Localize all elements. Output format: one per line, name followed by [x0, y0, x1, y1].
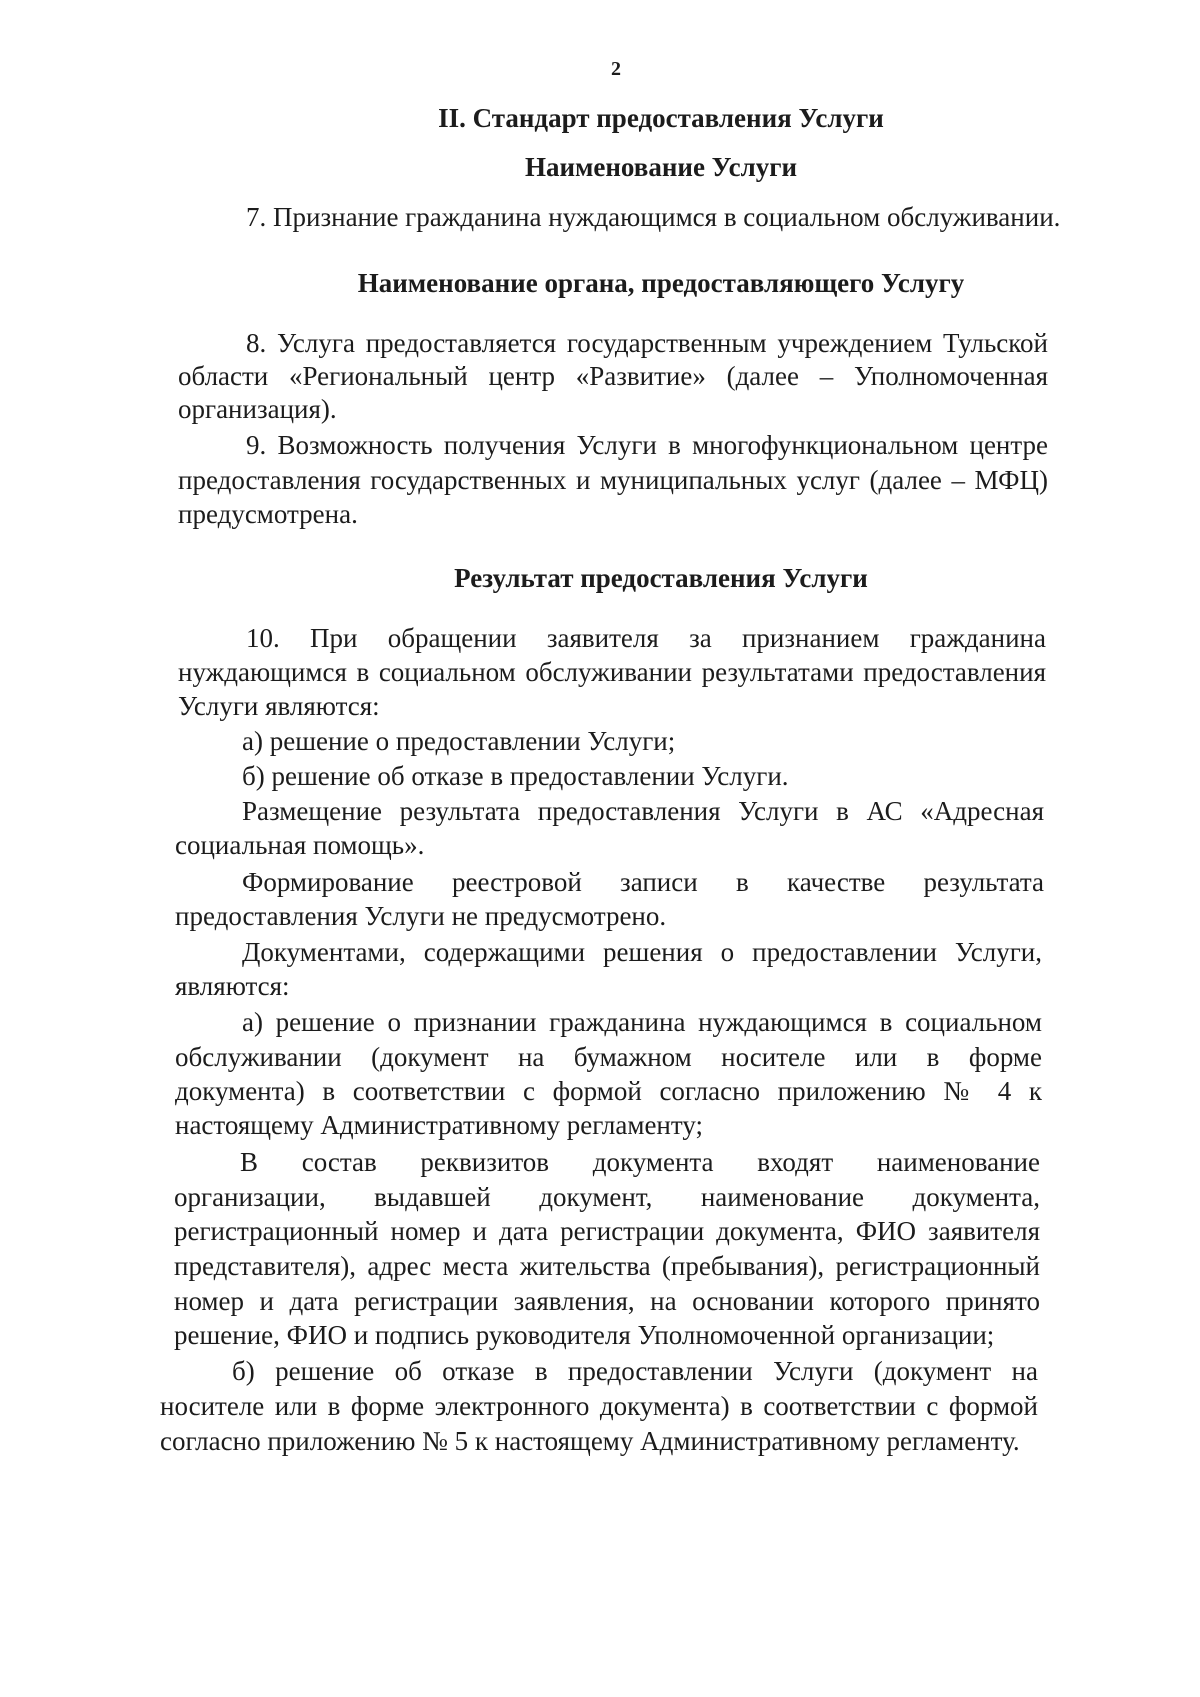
requisites-line-4: представителя), адрес места жительства (пребывания), регистрационный: [174, 1251, 1040, 1281]
requisites-line-2: организации, выдавшей документ, наименование документа,: [174, 1182, 1040, 1212]
heading-service-name: Наименование Услуги: [524, 152, 798, 182]
section-title: II. Стандарт предоставления Услуги: [438, 103, 884, 133]
item-10-line-1: 10. При обращении заявителя за признанием гражданина: [246, 623, 1046, 653]
page-number: 2: [611, 58, 621, 80]
item-9-line-1: 9. Возможность получения Услуги в многофункциональном центре: [246, 430, 1048, 460]
doc-a-line-4: настоящему Административному регламенту;: [175, 1110, 703, 1140]
item-7: 7. Признание гражданина нуждающимся в социальном обслуживании.: [246, 202, 1061, 232]
item-10-line-2: нуждающимся в социальном обслуживании результатами предоставления: [178, 657, 1046, 687]
heading-result: Результат предоставления Услуги: [454, 563, 868, 593]
item-8-line-3: организация).: [178, 394, 337, 424]
item-10-a: а) решение о предоставлении Услуги;: [242, 726, 676, 756]
item-10-b: б) решение об отказе в предоставлении Услуги.: [242, 761, 789, 791]
placement-line-1: Размещение результата предоставления Услуги в АС «Адресная: [242, 796, 1044, 826]
item-8-line-1: 8. Услуга предоставляется государственным учреждением Тульской: [246, 328, 1048, 358]
registry-line-2: предоставления Услуги не предусмотрено.: [175, 901, 667, 931]
requisites-line-5: номер и дата регистрации заявления, на основании которого принято: [174, 1286, 1040, 1316]
item-10-line-3: Услуги являются:: [178, 691, 380, 721]
doc-b-line-1: б) решение об отказе в предоставлении Услуги (документ на: [232, 1356, 1038, 1386]
doc-b-line-3: согласно приложению № 5 к настоящему Административному регламенту.: [160, 1426, 1020, 1456]
doc-a-line-2: обслуживании (документ на бумажном носителе или в форме: [175, 1042, 1042, 1072]
placement-line-2: социальная помощь».: [175, 830, 425, 860]
doc-a-line-3: документа) в соответствии с формой согласно приложению № 4 к: [175, 1076, 1042, 1106]
heading-authority: Наименование органа, предоставляющего Услугу: [357, 268, 965, 298]
doc-a-line-1: а) решение о признании гражданина нуждающимся в социальном: [242, 1007, 1042, 1037]
item-8-line-2: области «Региональный центр «Развитие» (далее – Уполномоченная: [178, 361, 1048, 391]
documents-line-2: являются:: [175, 971, 290, 1001]
requisites-line-1: В состав реквизитов документа входят наименование: [240, 1147, 1040, 1177]
doc-b-line-2: носителе или в форме электронного документа) в соответствии с формой: [160, 1391, 1038, 1421]
documents-line-1: Документами, содержащими решения о предоставлении Услуги,: [242, 937, 1042, 967]
item-9-line-2: предоставления государственных и муниципальных услуг (далее – МФЦ): [178, 465, 1048, 495]
item-9-line-3: предусмотрена.: [178, 499, 358, 529]
requisites-line-3: регистрационный номер и дата регистрации документа, ФИО заявителя: [174, 1216, 1040, 1246]
registry-line-1: Формирование реестровой записи в качестве результата: [242, 867, 1044, 897]
requisites-line-6: решение, ФИО и подпись руководителя Уполномоченной организации;: [174, 1320, 995, 1350]
